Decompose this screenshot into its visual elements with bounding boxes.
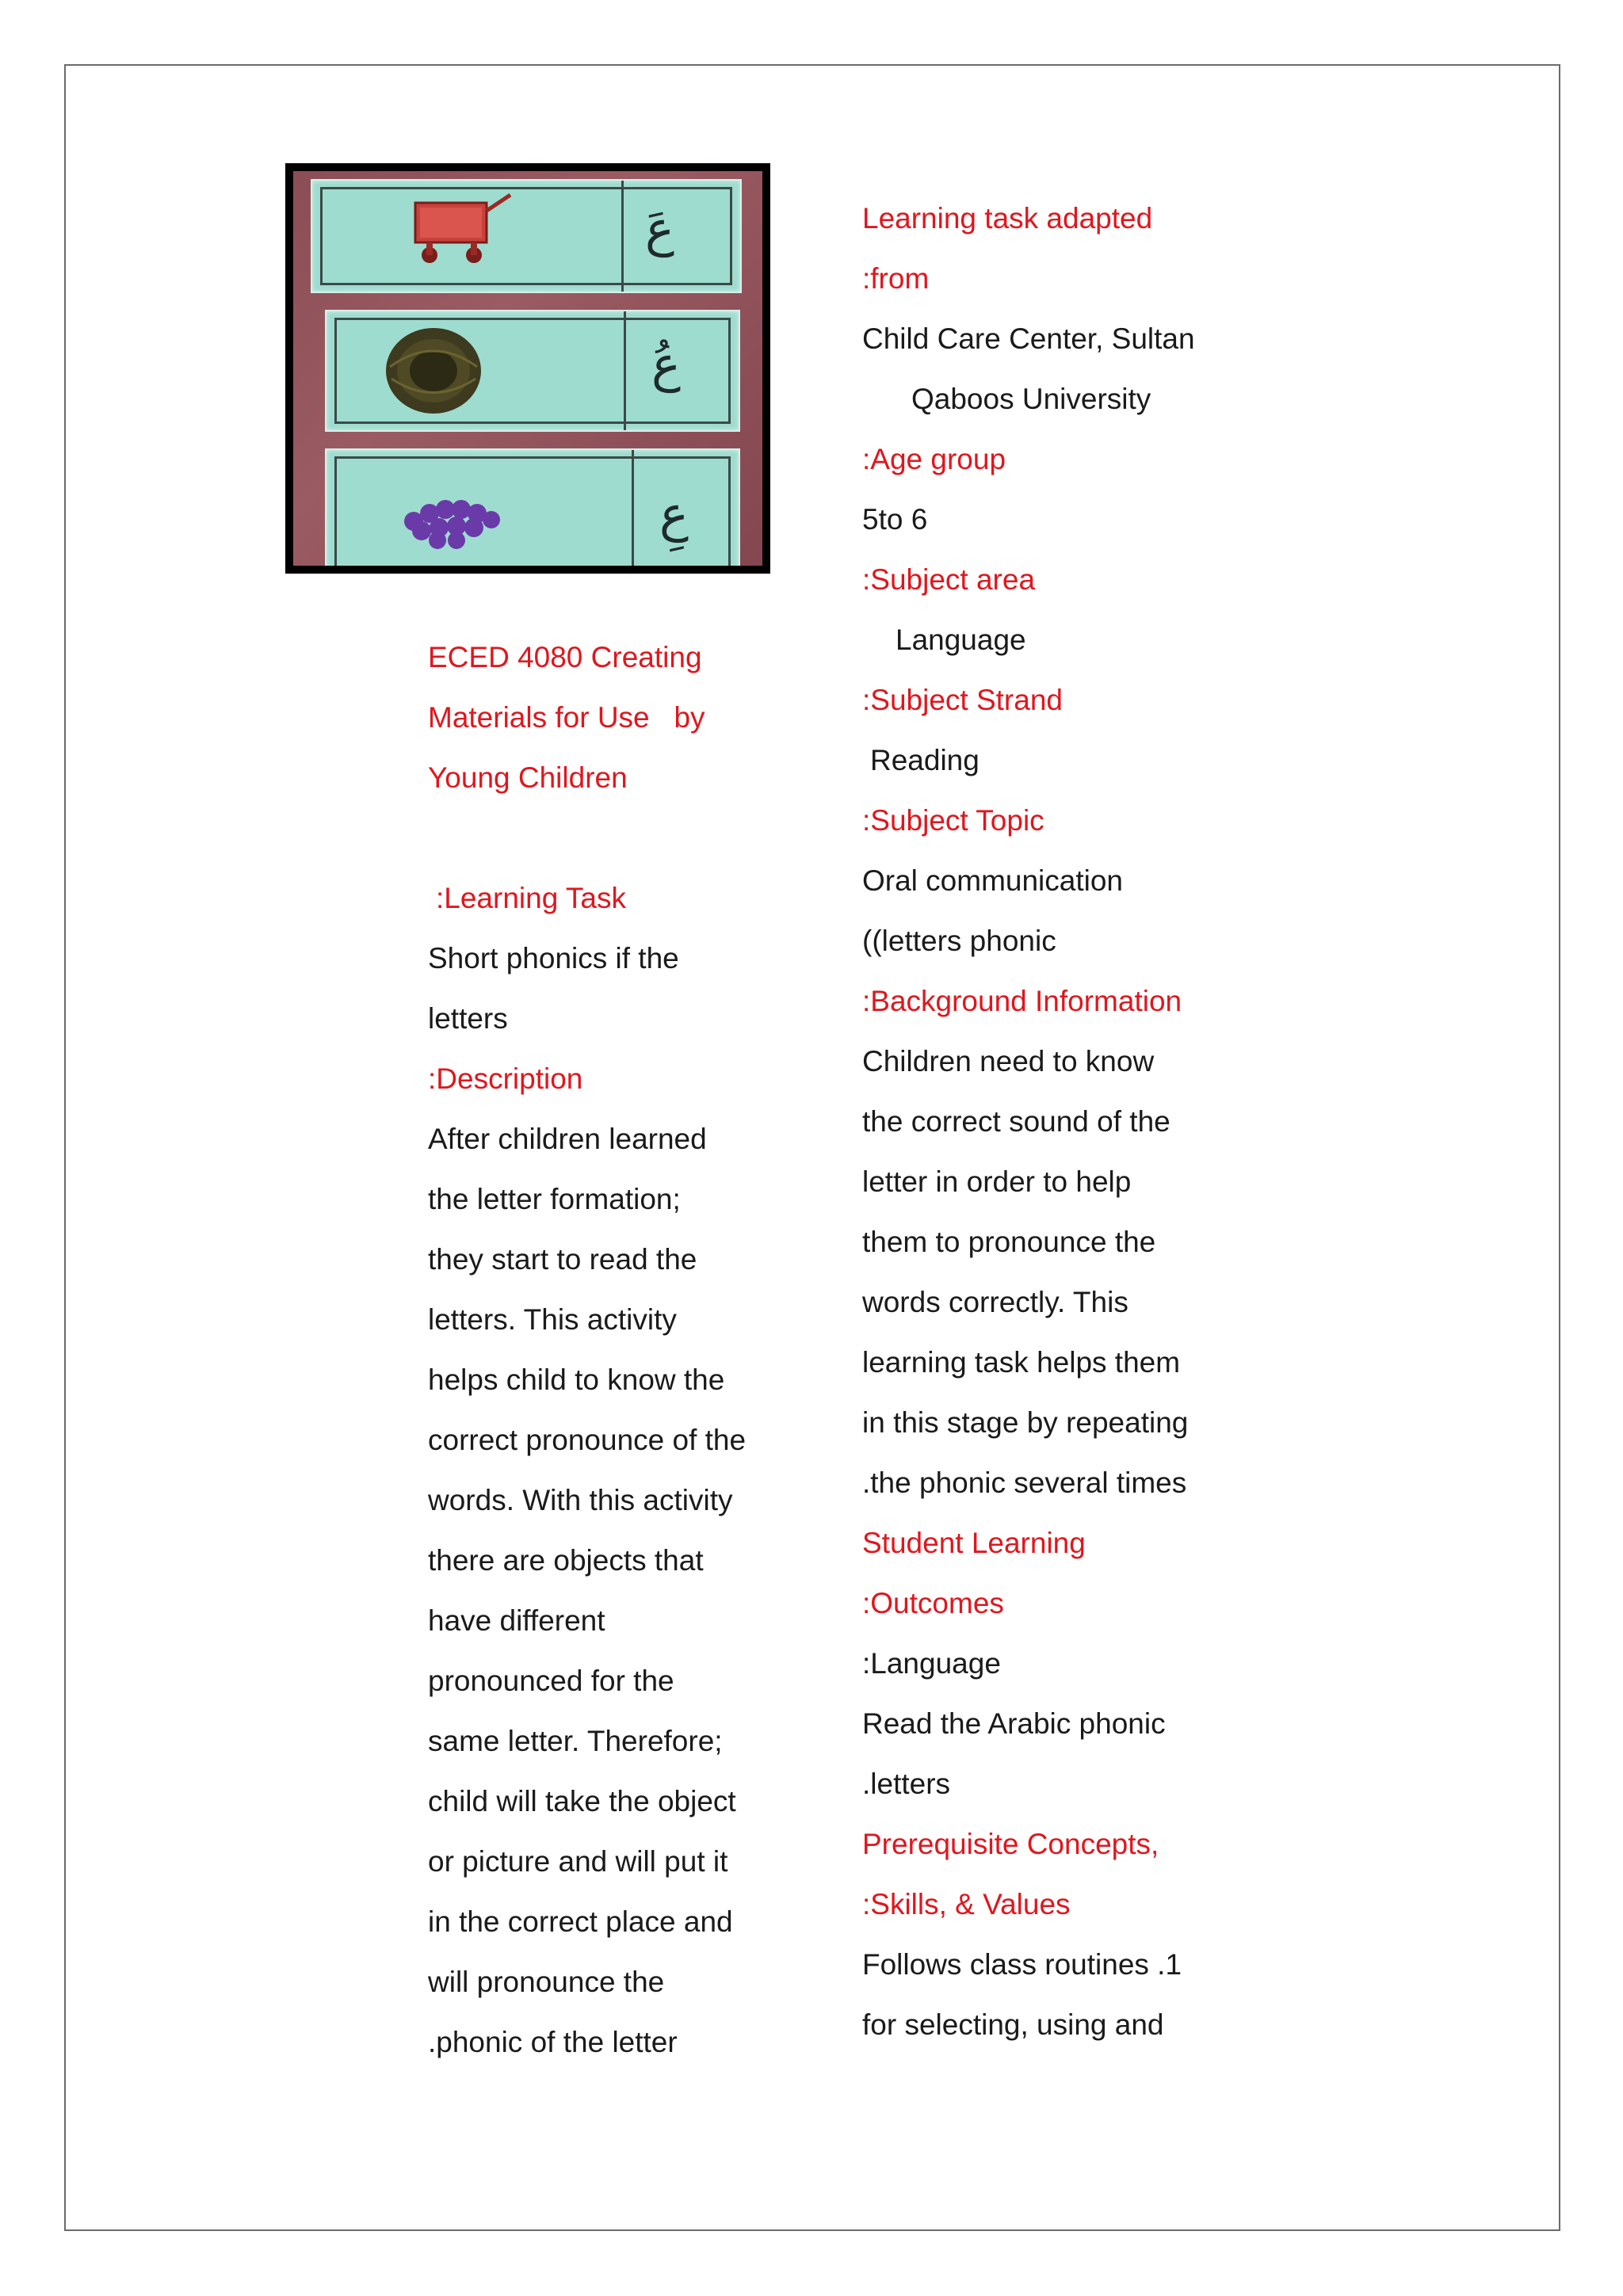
prereq-text-1: Follows class routines .1 [862, 1948, 1182, 1981]
description-line: words. With this activity [428, 1484, 733, 1516]
arabic-letter-2: عُ [651, 335, 681, 393]
description-line: there are objects that [428, 1544, 704, 1577]
subject-strand-value: Reading [870, 744, 980, 776]
arabic-letter-3: عِ [659, 485, 689, 543]
photo-table-surface [293, 171, 762, 566]
description-line: correct pronounce of the [428, 1424, 747, 1456]
course-title-line-1: ECED 4080 Creating [428, 641, 702, 673]
activity-photo [285, 163, 770, 574]
outcomes-heading-1: Student Learning [862, 1527, 1086, 1559]
background-line: words correctly. This [862, 1286, 1128, 1318]
description-line: or picture and will put it [428, 1845, 728, 1878]
age-group-value: 5to 6 [862, 503, 928, 536]
background-line: letter in order to help [862, 1165, 1132, 1198]
subject-topic-text-1: Oral communication [862, 864, 1124, 897]
course-title-line-3: Young Children [428, 761, 628, 794]
background-heading: :Background Information [862, 985, 1182, 1017]
course-title-line-2: Materials for Use by [428, 701, 705, 734]
left-column [428, 627, 792, 2073]
subject-area-heading: :Subject area [862, 563, 1036, 596]
background-line: Children need to know [862, 1045, 1155, 1077]
background-line: the correct sound of the [862, 1105, 1170, 1138]
description-line: same letter. Therefore; [428, 1725, 723, 1757]
description-line: helps child to know the [428, 1363, 725, 1396]
description-heading: :Description [428, 1062, 583, 1095]
description-line: in the correct place and [428, 1905, 733, 1938]
letter-card-2 [325, 310, 740, 432]
arabic-letter-1: عَ [645, 200, 674, 257]
background-line: in this stage by repeating [862, 1406, 1189, 1439]
description-line: pronounced for the [428, 1665, 674, 1697]
subject-strand-heading: :Subject Strand [862, 684, 1063, 716]
letter-card-3 [325, 448, 740, 566]
wagon-icon [391, 187, 518, 274]
outcomes-text-2: .letters [862, 1768, 951, 1800]
adapted-heading-2: :from [862, 262, 930, 295]
adapted-text-1: Child Care Center, Sultan [862, 322, 1195, 355]
background-line: them to pronounce the [862, 1226, 1156, 1258]
outcomes-language: :Language [862, 1647, 1001, 1680]
learning-task-text-1: Short phonics if the [428, 942, 679, 974]
outcomes-heading-2: :Outcomes [862, 1587, 1004, 1619]
nest-icon [374, 319, 493, 422]
learning-task-text-2: letters [428, 1002, 508, 1035]
description-line: .phonic of the letter [428, 2026, 678, 2058]
right-column [862, 189, 1306, 2055]
description-line: letters. This activity [428, 1303, 677, 1336]
spacer [428, 808, 792, 868]
subject-topic-text-2: ((letters phonic [862, 925, 1056, 957]
description-line: will pronounce the [428, 1966, 665, 1998]
description-line: After children learned [428, 1123, 707, 1155]
prereq-text-2: for selecting, using and [862, 2008, 1164, 2041]
age-group-heading: :Age group [862, 443, 1006, 475]
background-line: .the phonic several times [862, 1466, 1187, 1499]
grapes-icon [398, 490, 509, 553]
description-line: they start to read the [428, 1243, 697, 1276]
learning-task-heading: :Learning Task [436, 882, 626, 914]
description-line: have different [428, 1604, 605, 1637]
description-line: child will take the object [428, 1785, 736, 1817]
subject-area-value: Language [896, 624, 1026, 656]
subject-topic-heading: :Subject Topic [862, 804, 1044, 837]
prereq-heading-2: :Skills, & Values [862, 1888, 1071, 1920]
letter-card-1 [311, 179, 742, 293]
description-line: the letter formation; [428, 1183, 681, 1215]
prereq-heading-1: Prerequisite Concepts, [862, 1828, 1159, 1860]
adapted-heading-1: Learning task adapted [862, 202, 1153, 235]
adapted-text-2: Qaboos University [911, 383, 1151, 415]
outcomes-text-1: Read the Arabic phonic [862, 1707, 1166, 1740]
background-line: learning task helps them [862, 1346, 1181, 1379]
